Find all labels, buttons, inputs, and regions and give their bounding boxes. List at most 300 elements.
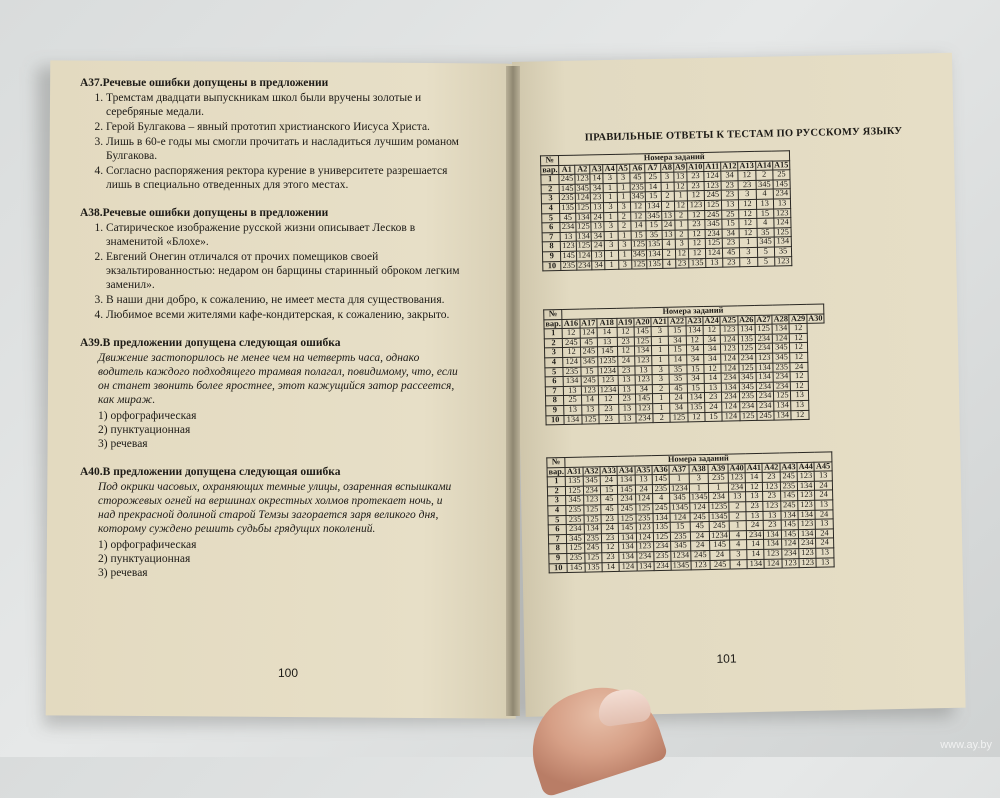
- answer-cell: 1234: [670, 483, 688, 493]
- answer-cell: 15: [722, 219, 739, 229]
- answer-cell: 1: [674, 191, 687, 201]
- answer-cell: 34: [591, 231, 604, 241]
- answer-cell: 45: [670, 384, 687, 394]
- row-header-number: №: [540, 156, 559, 166]
- answer-cell: 134: [637, 561, 654, 571]
- variant-cell: 8: [549, 544, 568, 554]
- answer-cell: 235: [780, 481, 797, 491]
- answer-cell: 125: [566, 486, 583, 496]
- answer-cell: 125: [632, 239, 646, 249]
- answer-cell: 345: [757, 237, 774, 247]
- answer-cell: 13: [662, 230, 675, 240]
- answer-cell: 12: [687, 210, 704, 220]
- answer-cell: 2: [617, 212, 630, 222]
- variant-cell: 5: [548, 515, 567, 525]
- answer-cell: 123: [763, 482, 780, 492]
- answer-cell: 134: [774, 237, 791, 247]
- answer-cell: 15: [687, 383, 704, 393]
- answer-cell: 4: [756, 218, 773, 228]
- column-header: А44: [798, 461, 813, 471]
- answer-cell: 134: [576, 211, 590, 222]
- answer-cell: 124: [772, 334, 789, 344]
- answer-cell: 24: [816, 538, 833, 548]
- answer-cell: 235: [584, 533, 601, 543]
- answer-cell: 14: [747, 540, 764, 550]
- answer-cell: 123: [636, 523, 653, 533]
- column-header: А28: [773, 313, 789, 324]
- answer-cell: 13: [591, 222, 604, 232]
- column-header: А45: [815, 461, 831, 471]
- answer-cell: 125: [739, 411, 756, 421]
- answer-cell: 24: [661, 220, 674, 230]
- answer-cell: 345: [632, 249, 646, 259]
- answer-cell: 25: [645, 173, 661, 183]
- answer-cell: 23: [763, 472, 780, 482]
- answer-cell: 12: [688, 412, 705, 422]
- answer-cell: 1234: [599, 384, 617, 394]
- answer-cell: 134: [798, 510, 815, 520]
- answer-cell: 345: [739, 373, 756, 383]
- answer-cell: 124: [636, 532, 653, 542]
- answer-cell: 1: [652, 346, 669, 356]
- answer-cell: 345: [647, 210, 660, 220]
- answer-cell: 12: [687, 191, 704, 201]
- answer-cell: 235: [566, 515, 583, 525]
- answer-cell: 12: [630, 202, 646, 212]
- answer-cell: 124: [635, 494, 652, 504]
- variant-cell: 8: [542, 242, 561, 252]
- answer-cell: 13: [560, 232, 576, 242]
- answer-cell: 135: [566, 476, 583, 486]
- column-header: А14: [756, 160, 772, 170]
- answer-cell: 134: [564, 415, 581, 425]
- column-header: А34: [618, 465, 634, 475]
- answer-cell: 34: [704, 354, 721, 364]
- answer-cell: 23: [704, 393, 721, 403]
- answers-table-a31-a45: [546, 451, 834, 573]
- answer-cell: 134: [687, 393, 704, 403]
- answer-cell: 123: [799, 558, 816, 568]
- answer-cell: 125: [582, 414, 599, 424]
- answer-cell: 234: [782, 549, 799, 559]
- answer-cell: 1: [603, 183, 616, 193]
- variant-cell: 6: [542, 223, 561, 233]
- row-header-number: №: [544, 310, 563, 320]
- answer-cell: 123: [763, 501, 780, 511]
- column-header: А42: [763, 462, 779, 472]
- answer-cell: 4: [662, 259, 675, 269]
- answer-cell: 135: [561, 202, 574, 212]
- answer-item: 2. Герой Булгакова – явный прототип христианского Иисуса Христа.: [106, 120, 460, 134]
- answer-cell: 23: [763, 491, 780, 501]
- answer-cell: 3: [618, 260, 631, 270]
- answer-cell: 234: [636, 413, 653, 423]
- answer-cell: 345: [756, 180, 773, 190]
- column-header: А33: [601, 465, 616, 475]
- answer-cell: 13: [635, 365, 652, 375]
- answer-cell: 4: [652, 494, 669, 504]
- answer-cell: 134: [686, 326, 703, 336]
- answer-cell: 234: [561, 221, 575, 232]
- answer-cell: 34: [590, 183, 603, 193]
- answer-cell: 123: [583, 495, 600, 505]
- answer-cell: 234: [756, 391, 773, 401]
- answer-cell: 12: [703, 325, 720, 335]
- answer-cell: 34: [722, 229, 739, 239]
- answer-cell: 2: [755, 170, 772, 180]
- answer-cell: 15: [669, 345, 686, 355]
- answer-cell: 13: [618, 404, 635, 414]
- answer-cell: 14: [645, 182, 661, 192]
- answer-cell: 124: [580, 328, 597, 338]
- answer-cell: 124: [576, 192, 590, 203]
- answer-cell: 14: [704, 373, 721, 383]
- answer-cell: 12: [688, 239, 705, 249]
- answer-cell: 134: [617, 475, 634, 485]
- question-title: А37.Речевые ошибки допущены в предложении: [80, 77, 329, 89]
- answer-cell: 13: [618, 385, 635, 395]
- answer-cell: 3: [660, 172, 673, 182]
- answer-cell: 23: [618, 394, 635, 404]
- answer-cell: 12: [790, 324, 807, 334]
- answer-cell: 125: [774, 391, 791, 401]
- answer-cell: 24: [601, 524, 618, 534]
- answer-cell: 135: [687, 402, 704, 412]
- answer-cell: 123: [721, 344, 738, 354]
- answer-cell: 13: [728, 492, 745, 502]
- answer-cell: 24: [815, 509, 832, 519]
- answer-cell: 124: [722, 411, 739, 421]
- answer-cell: 125: [583, 505, 600, 515]
- answer-cell: 15: [581, 366, 598, 376]
- answer-cell: 3: [604, 202, 617, 212]
- answer-cell: 234: [709, 492, 729, 502]
- answer-cell: 35: [669, 374, 686, 384]
- column-header: А8: [661, 162, 673, 172]
- answer-cell: 345: [580, 357, 597, 367]
- answer-cell: 125: [738, 363, 755, 373]
- answer-cell: 35: [646, 230, 662, 240]
- answer-cell: 24: [600, 476, 617, 486]
- answer-cell: 134: [634, 346, 651, 356]
- answer-cell: 25: [773, 170, 790, 180]
- answer-cell: 1: [689, 483, 709, 493]
- answer-cell: 123: [728, 473, 745, 483]
- answer-cell: 12: [562, 328, 579, 338]
- answer-cell: 125: [774, 227, 791, 237]
- answer-cell: 35: [757, 228, 774, 238]
- answer-cell: 14: [581, 395, 598, 405]
- answer-cell: 3: [603, 174, 616, 184]
- answer-cell: 234: [654, 561, 671, 571]
- answer-cell: 1234: [672, 550, 690, 560]
- answer-cell: 3: [675, 239, 688, 249]
- answer-cell: 135: [585, 562, 602, 572]
- answer-cell: 235: [739, 392, 756, 402]
- answer-cell: 12: [704, 364, 721, 374]
- answer-cell: 1: [709, 483, 729, 493]
- answer-cell: 123: [691, 560, 711, 570]
- answer-cell: 15: [646, 221, 662, 231]
- column-header: А12: [722, 160, 737, 171]
- answer-cell: 23: [601, 514, 618, 524]
- answer-cell: 134: [653, 513, 670, 523]
- answer-cell: 3: [652, 374, 669, 384]
- answer-cell: 13: [704, 383, 721, 393]
- answer-cell: 24: [635, 484, 652, 494]
- column-header: А41: [746, 462, 762, 472]
- answer-cell: 3: [689, 474, 709, 484]
- answer-cell: 345: [576, 183, 589, 193]
- variant-cell: 3: [541, 194, 560, 204]
- answer-cell: 13: [618, 414, 635, 424]
- answer-cell: 23: [617, 337, 634, 347]
- answer-cell: 24: [710, 550, 730, 560]
- column-header: А32: [584, 465, 599, 476]
- answer-cell: 234: [583, 486, 600, 496]
- answer-cell: 125: [618, 514, 635, 524]
- answer-cell: 134: [647, 200, 660, 211]
- answer-cell: 2: [675, 230, 688, 240]
- answer-cell: 345: [705, 219, 722, 229]
- answer-cell: 234: [567, 524, 584, 534]
- answer-cell: 3: [617, 202, 630, 212]
- answer-cell: 145: [773, 179, 790, 189]
- answer-cell: 23: [599, 404, 619, 414]
- answer-cell: 234: [747, 530, 764, 540]
- answer-cell: 1: [661, 182, 674, 192]
- answer-item: 4. Любимое всеми жителями кафе-кондитерская, к сожалению, закрыто.: [106, 308, 460, 322]
- answer-cell: 23: [721, 181, 738, 191]
- answer-cell: 13: [746, 511, 763, 521]
- answer-cell: 34: [669, 336, 686, 346]
- variant-cell: 7: [542, 232, 561, 242]
- row-header-variant: вар.: [545, 318, 561, 328]
- answer-cell: 3: [652, 365, 669, 375]
- column-header: А30: [808, 313, 823, 323]
- answer-cell: 124: [721, 354, 738, 364]
- answer-cell: 1235: [599, 355, 616, 366]
- answer-cell: 134: [756, 363, 773, 373]
- answer-cell: 123: [782, 558, 799, 568]
- answer-cell: 245: [690, 550, 710, 560]
- question-title: А40.В предложении допущена следующая ошибка: [80, 466, 341, 478]
- answer-cell: 235: [708, 473, 728, 483]
- answer-cell: 345: [739, 382, 756, 392]
- answer-cell: 125: [670, 412, 687, 422]
- answer-cell: 134: [774, 401, 791, 411]
- answer-cell: 13: [564, 405, 581, 415]
- column-header: А38: [689, 464, 709, 474]
- answer-cell: 15: [668, 326, 685, 336]
- column-header: А31: [566, 466, 582, 476]
- option-item: 3) речевая: [98, 438, 148, 450]
- variant-cell: 2: [544, 338, 563, 348]
- variant-cell: 4: [545, 357, 564, 367]
- variant-cell: 6: [548, 525, 567, 535]
- answer-cell: 145: [618, 523, 635, 533]
- answer-cell: 24: [592, 241, 605, 251]
- answer-cell: 13: [674, 172, 687, 182]
- answer-cell: 12: [617, 346, 634, 356]
- answer-cell: 245: [560, 173, 574, 184]
- answer-cell: 135: [648, 258, 661, 268]
- answer-cell: 2: [653, 413, 670, 423]
- answer-cell: 245: [709, 521, 729, 531]
- answer-list: [80, 221, 460, 322]
- option-list: [80, 409, 460, 451]
- answer-cell: 1: [729, 521, 746, 531]
- answer-cell: 135: [738, 334, 755, 344]
- answer-cell: 134: [798, 529, 815, 539]
- page-number-right: 101: [716, 651, 737, 666]
- answer-cell: 345: [566, 495, 583, 505]
- answer-cell: 123: [636, 404, 653, 414]
- group-header: Номера заданий: [562, 304, 824, 319]
- answer-cell: 134: [563, 376, 580, 386]
- answer-cell: 145: [781, 529, 798, 539]
- answer-cell: 3: [604, 221, 617, 231]
- question-a38: [80, 206, 460, 322]
- answer-cell: 14: [631, 221, 647, 231]
- answer-cell: 4: [729, 530, 746, 540]
- question-sentence: Движение застопорилось не менее чем на четверть часа, однако водитель каждого подходящего трамвая полагал, повидимому, что, если он станет звонить более яростнее, этот кажущийся затор рассеется, как мираж.: [98, 352, 458, 406]
- answer-cell: 235: [561, 193, 574, 203]
- answer-cell: 123: [799, 548, 816, 558]
- column-header: А21: [652, 316, 667, 326]
- answer-cell: 345: [773, 353, 790, 363]
- answer-cell: 13: [763, 511, 780, 521]
- answer-cell: 125: [635, 504, 652, 514]
- answer-cell: 15: [687, 364, 704, 374]
- answer-cell: 234: [738, 353, 755, 363]
- answer-cell: 13: [618, 375, 635, 385]
- answer-cell: 134: [772, 324, 789, 334]
- answer-cell: 125: [584, 514, 601, 524]
- answer-cell: 234: [773, 372, 790, 382]
- answer-cell: 1: [605, 250, 618, 260]
- answer-item: 1. Сатирическое изображение русской жизни описывает Лесков в знаменитой «Блохе».: [106, 221, 460, 249]
- answer-cell: 235: [631, 182, 644, 192]
- answer-cell: 145: [652, 474, 669, 484]
- answer-cell: 12: [602, 543, 619, 553]
- answer-cell: 13: [756, 199, 773, 209]
- answer-cell: 235: [652, 484, 669, 494]
- answer-cell: 45: [601, 495, 618, 505]
- variant-cell: 5: [542, 213, 561, 223]
- answer-cell: 125: [634, 336, 651, 346]
- answer-cell: 123: [775, 256, 792, 266]
- variant-cell: 4: [548, 505, 567, 515]
- answer-cell: 14: [669, 355, 686, 365]
- column-header: А16: [563, 318, 579, 328]
- variant-cell: 8: [546, 396, 565, 406]
- answer-cell: 23: [688, 220, 705, 230]
- answer-cell: 2: [661, 192, 674, 202]
- answer-cell: 134: [577, 231, 590, 241]
- column-header: А4: [604, 163, 615, 173]
- row-header-variant: вар.: [542, 164, 558, 174]
- answers-table-a16-a30: [543, 304, 826, 426]
- variant-cell: 1: [541, 175, 560, 185]
- answer-cell: 124: [689, 502, 709, 512]
- answer-cell: 34: [687, 374, 704, 384]
- answer-cell: 234: [722, 392, 739, 402]
- answer-cell: 125: [567, 543, 584, 553]
- answer-cell: 15: [645, 192, 661, 202]
- answer-cell: 134: [764, 539, 781, 549]
- answer-cell: 24: [790, 362, 807, 372]
- option-item: 2) пунктуационная: [98, 424, 191, 436]
- column-header: А20: [635, 316, 650, 327]
- column-header: А9: [674, 161, 686, 172]
- answer-cell: 13: [564, 386, 581, 396]
- answer-cell: 245: [781, 501, 798, 511]
- answer-cell: 24: [815, 481, 832, 491]
- answer-cell: 125: [584, 553, 601, 563]
- answer-cell: 12: [688, 248, 705, 258]
- row-header-number: №: [547, 457, 566, 467]
- column-header: А26: [738, 314, 754, 324]
- variant-cell: 10: [546, 415, 565, 425]
- answer-cell: 13: [706, 258, 723, 268]
- answer-cell: 1234: [711, 530, 728, 540]
- answer-cell: 13: [592, 251, 605, 261]
- answer-cell: 235: [563, 367, 580, 377]
- answer-cell: 12: [739, 219, 756, 229]
- answer-cell: 23: [599, 414, 619, 424]
- group-header: Номера заданий: [565, 452, 831, 467]
- answer-cell: 25: [722, 209, 739, 219]
- answer-cell: 145: [567, 563, 584, 573]
- answer-cell: 234: [756, 382, 773, 392]
- answer-cell: 1: [653, 394, 670, 404]
- answer-cell: 345: [671, 541, 691, 551]
- column-header: А37: [669, 464, 689, 474]
- answer-cell: 245: [580, 347, 597, 357]
- answer-cell: 12: [617, 327, 634, 337]
- answer-cell: 235: [773, 362, 790, 372]
- answer-cell: 2: [662, 249, 675, 259]
- column-header: А24: [704, 315, 719, 325]
- answer-cell: 45: [601, 504, 618, 514]
- variant-cell: 1: [547, 477, 566, 487]
- answer-cell: 34: [592, 260, 605, 270]
- answer-cell: 245: [757, 411, 774, 421]
- answer-cell: 14: [602, 562, 619, 572]
- answer-cell: 245: [563, 338, 580, 348]
- answer-cell: 123: [797, 471, 814, 481]
- answer-cell: 125: [738, 344, 755, 354]
- answer-cell: 234: [773, 381, 790, 391]
- column-header: А29: [790, 313, 806, 323]
- answer-cell: 12: [739, 228, 756, 238]
- option-item: 1) орфографическая: [98, 539, 197, 551]
- variant-cell: 4: [541, 203, 560, 213]
- column-header: А35: [635, 464, 651, 475]
- answer-cell: 24: [815, 490, 832, 500]
- answer-cell: 245: [705, 210, 722, 220]
- answer-cell: 1345: [710, 511, 728, 521]
- answer-cell: 134: [648, 248, 661, 259]
- answer-cell: 23: [591, 193, 604, 203]
- answer-cell: 145: [618, 485, 635, 495]
- answer-cell: 12: [675, 249, 688, 259]
- answer-cell: 1: [604, 193, 617, 203]
- answer-cell: 5: [757, 257, 774, 267]
- answer-cell: 123: [581, 386, 598, 396]
- answer-cell: 123: [798, 519, 815, 529]
